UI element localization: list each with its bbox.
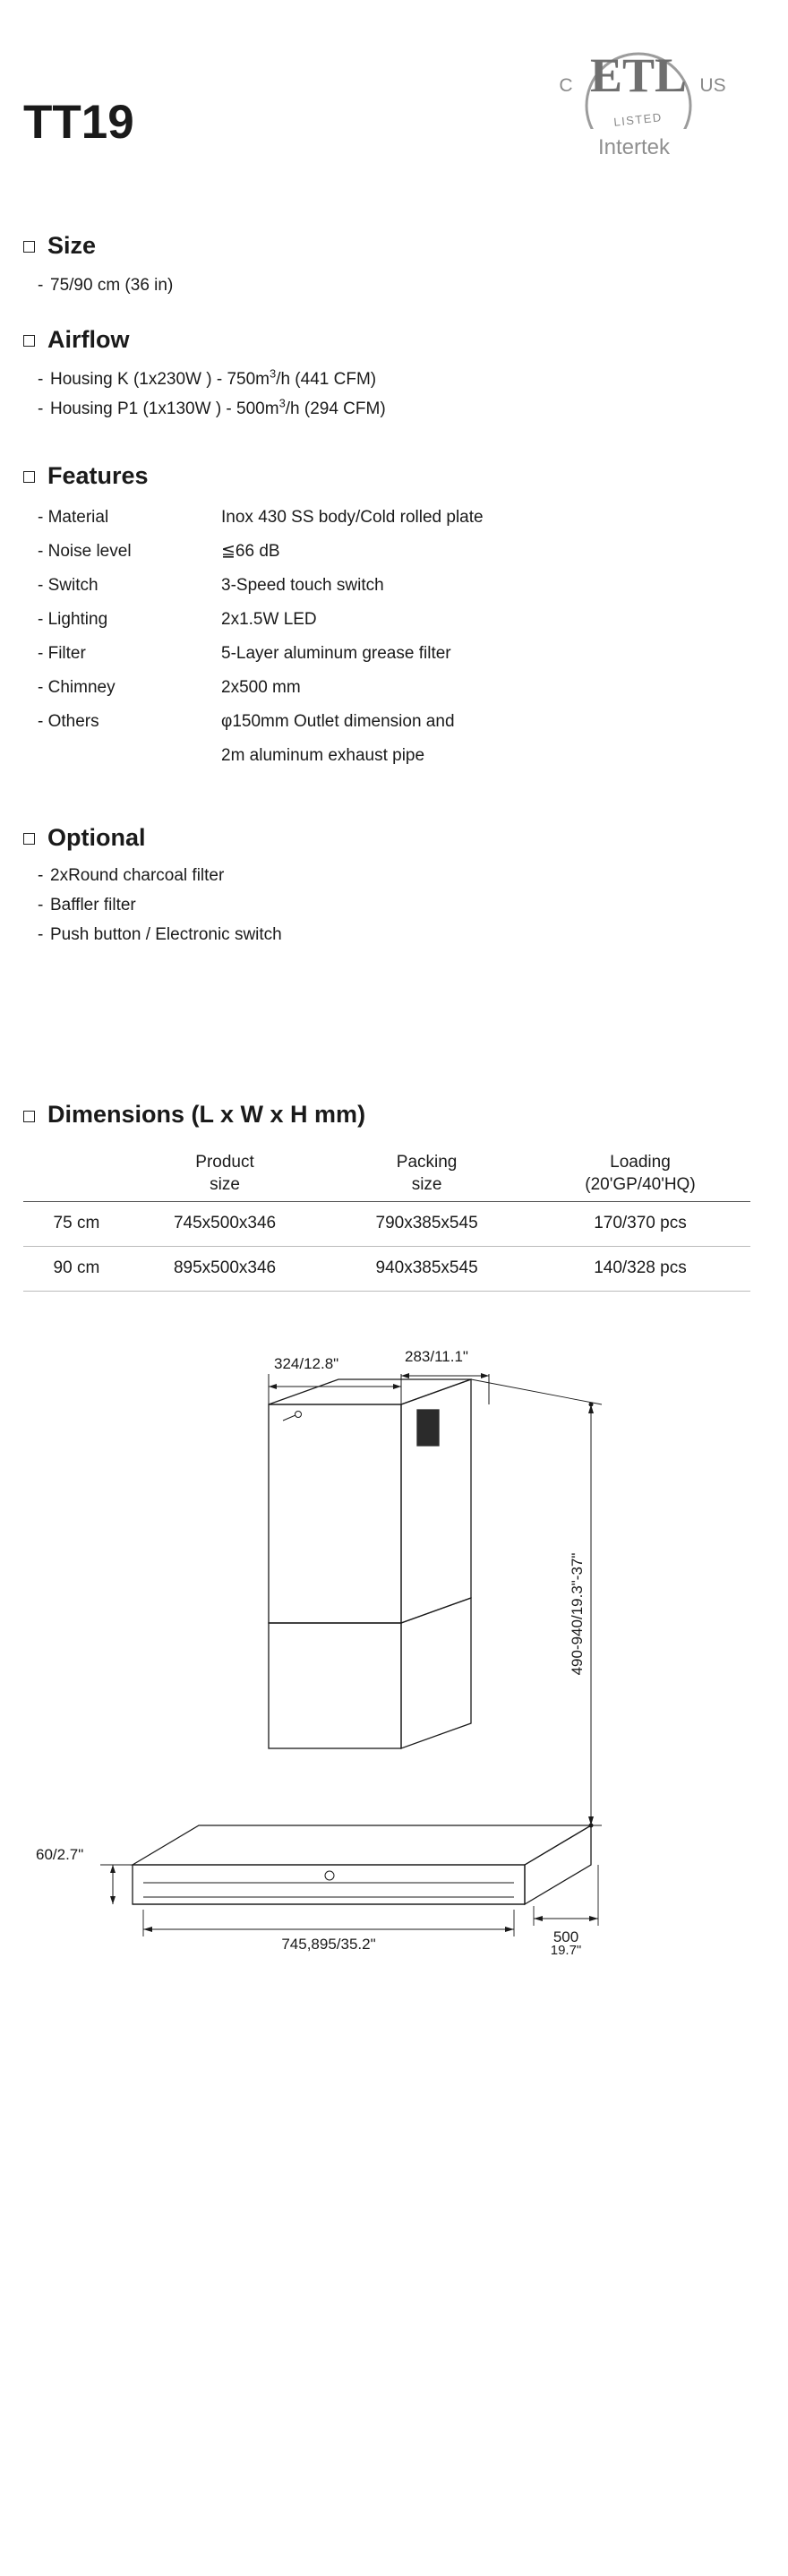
feature-label: - Noise level [38, 541, 132, 561]
table-row [38, 569, 788, 603]
section-airflow-title: Airflow [47, 325, 130, 353]
bullet-square-icon [23, 335, 35, 347]
section-optional [0, 825, 788, 949]
feature-value [221, 705, 788, 773]
dim-body-depth-bottom-label: 19.7" [550, 1942, 582, 1954]
dim-height-range-label: 490-940/19.3"-37" [569, 1552, 586, 1676]
column-header-blank [23, 1152, 126, 1202]
section-airflow [0, 327, 788, 424]
section-dimensions-heading [23, 1102, 788, 1129]
feature-label: - Material [38, 507, 109, 527]
dimensions-table [23, 1152, 750, 1292]
section-optional-title: Optional [47, 823, 146, 851]
table-row [38, 671, 788, 705]
list-item: - Baffler filter [38, 895, 136, 914]
section-airflow-heading [23, 327, 788, 354]
etl-mark-text: ETL [589, 48, 688, 102]
feature-value: 3-Speed touch switch [221, 575, 384, 595]
feature-label: - Lighting [38, 609, 108, 629]
list-item-text: 2xRound charcoal filter [50, 865, 225, 885]
section-features-title: Features [47, 462, 149, 490]
bullet-square-icon [23, 471, 35, 483]
list-item-text: Push button / Electronic switch [50, 925, 282, 944]
list-item: - 2xRound charcoal filter [38, 865, 225, 885]
list-item: - Housing K (1x230W ) - $750m^3/h$ (441 CFM) [38, 366, 377, 389]
cell-product-size: 895x500x346 [173, 1258, 277, 1278]
section-size [0, 233, 788, 300]
feature-label: - Chimney [38, 677, 116, 697]
features-table [38, 501, 788, 773]
bullet-square-icon [23, 241, 35, 253]
etl-right-tag: US [699, 75, 726, 96]
section-optional-heading [23, 825, 788, 852]
section-dimensions [0, 1102, 788, 1292]
table-row [38, 501, 788, 535]
column-header-packing-size: Packing size [396, 1152, 458, 1194]
cell-product-size: 745x500x346 [173, 1214, 277, 1233]
feature-value: 5-Layer aluminum grease filter [221, 643, 451, 663]
feature-label: - Others [38, 711, 99, 731]
list-item: - 75/90 cm (36 in) [38, 275, 174, 295]
bullet-square-icon [23, 1111, 35, 1122]
cell-loading: 170/370 pcs [594, 1214, 687, 1233]
table-row [23, 1247, 750, 1292]
page-header [0, 0, 788, 242]
column-header-product-size: Product size [195, 1152, 254, 1194]
list-item-text: Baffler filter [50, 895, 136, 914]
intertek-wordmark: Intertek [597, 135, 671, 159]
section-airflow-list [38, 365, 788, 425]
feature-value-line2: 2m aluminum exhaust pipe [221, 745, 425, 765]
section-size-list [38, 270, 788, 300]
dim-canopy-height-label: 60/2.7" [36, 1845, 84, 1863]
dim-body-width-label: 745,895/35.2" [281, 1935, 376, 1953]
row-label: 90 cm [53, 1258, 100, 1278]
row-label: 75 cm [53, 1214, 100, 1233]
dim-body-depth-top-label: 500 [552, 1928, 579, 1945]
etl-listed-text: LISTED [612, 110, 664, 129]
bullet-square-icon [23, 833, 35, 845]
list-item: - Push button / Electronic switch [38, 925, 282, 944]
table-row [23, 1202, 750, 1247]
feature-value-line1: φ150mm Outlet dimension and [221, 711, 455, 731]
feature-label: - Filter [38, 643, 86, 663]
section-features-heading [23, 463, 788, 490]
cell-packing-size: 790x385x545 [375, 1214, 478, 1233]
list-item-text: Housing P1 (1x130W ) - $500m^3/h$ (294 CFM) [50, 396, 386, 418]
table-row [38, 535, 788, 569]
feature-label: - Switch [38, 575, 98, 595]
etl-left-tag: C [559, 75, 573, 96]
table-row [38, 637, 788, 671]
cell-loading: 140/328 pcs [594, 1258, 687, 1278]
feature-value: Inox 430 SS body/Cold rolled plate [221, 507, 484, 527]
table-header-row [23, 1152, 750, 1202]
column-header-loading: Loading (20'GP/40'HQ) [585, 1152, 696, 1194]
feature-value: 2x500 mm [221, 677, 301, 697]
list-item-text: 75/90 cm (36 in) [50, 275, 174, 295]
list-item: - Housing P1 (1x130W ) - $500m^3/h$ (294 CFM) [38, 396, 386, 418]
dim-chimney-depth-label: 283/11.1" [405, 1347, 468, 1365]
list-item-text: Housing K (1x230W ) - $750m^3/h$ (441 CFM) [50, 366, 377, 389]
section-optional-list [38, 861, 788, 950]
section-size-heading [23, 233, 788, 260]
cell-packing-size: 940x385x545 [375, 1258, 478, 1278]
dim-chimney-width-label: 324/12.8" [274, 1354, 339, 1372]
technical-drawing [0, 1327, 788, 1954]
section-features [0, 463, 788, 773]
feature-value: 2x1.5W LED [221, 609, 317, 629]
table-row [38, 705, 788, 773]
etl-certification-logo [535, 36, 741, 206]
section-dimensions-title: Dimensions (L x W x H mm) [47, 1101, 366, 1129]
section-size-title: Size [47, 232, 97, 259]
feature-value: ≦66 dB [221, 541, 280, 561]
table-row [38, 603, 788, 637]
page-title: TT19 [23, 96, 134, 149]
